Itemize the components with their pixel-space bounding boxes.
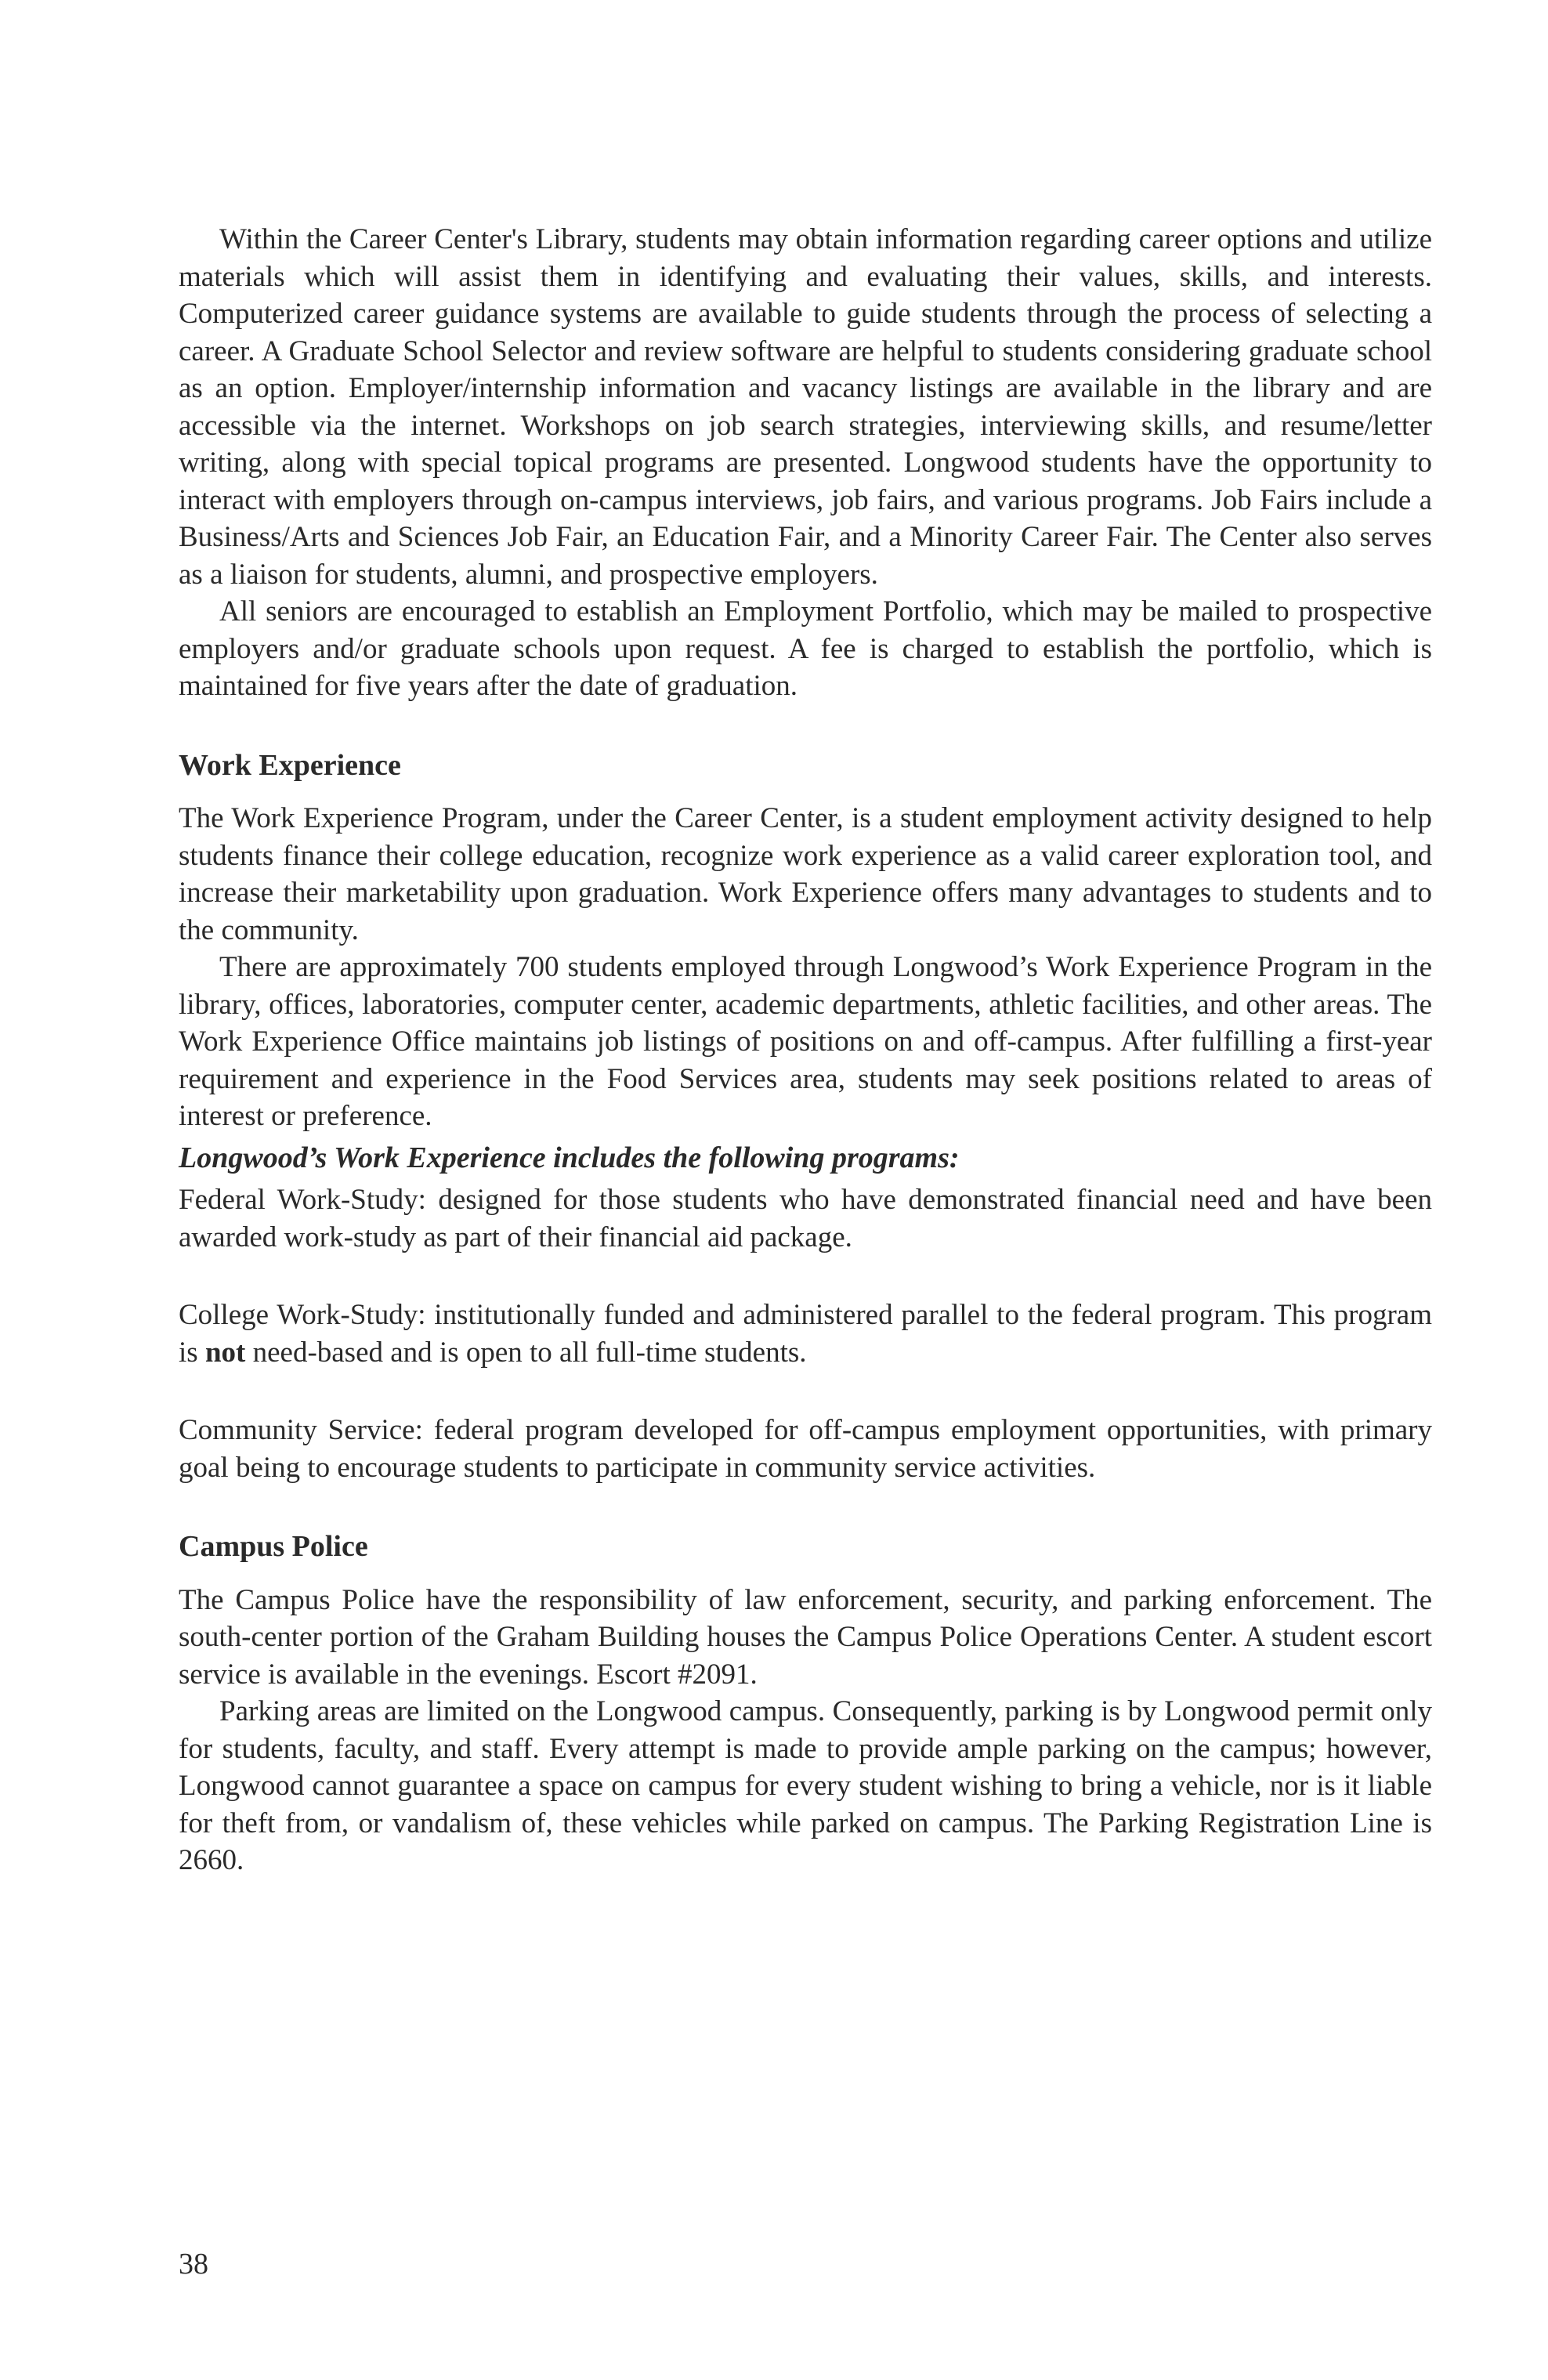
- work-experience-heading: Work Experience: [179, 748, 401, 782]
- program-community-service: [179, 1412, 1432, 1486]
- program-description: designed for those students who have demonstrated financial need and have been awarded work-study as part of their financial aid package.: [179, 1184, 1432, 1253]
- campus-police-paragraph-2: Parking areas are limited on the Longwood campus. Consequently, parking is by Longwood permit only for students, faculty, and staff. Every attempt is made to provide ample parking on the campus; however, Longwood cannot guarantee a space on campus for every student wishing to bring a vehicle, nor is it liable for theft from, or vandalism of, these vehicles while parked on campus. The Parking Registration Line is 2660.: [179, 1695, 1432, 1876]
- program-federal-work-study: [179, 1181, 1432, 1256]
- work-experience-paragraph-1: The Work Experience Program, under the Career Center, is a student employment activity designed to help students finance their college education, recognize work experience as a valid career exploration tool, and increase their marketability upon graduation. Work Experience offers many advantages to students and to the community.: [179, 802, 1432, 946]
- career-center-paragraph-1: Within the Career Center's Library, students may obtain information regarding career options and utilize materials which will assist them in identifying and evaluating their values, skills, and interests. Computerized career guidance systems are available to guide students through the process of selecting a career. A Graduate School Selector and review software are helpful to students considering graduate school as an option. Employer/internship information and vacancy listings are available in the library and are accessible via the internet. Workshops on job search strategies, interviewing skills, and resume/letter writing, along with special topical programs are presented. Longwood students have the opportunity to interact with employers through on-campus interviews, job fairs, and various programs. Job Fairs include a Business/Arts and Sciences Job Fair, an Education Fair, and a Minority Career Fair. The Center also serves as a liaison for students, alumni, and prospective employers.: [179, 223, 1432, 591]
- work-experience-paragraph-2: There are approximately 700 students employed through Longwood’s Work Experience Program in the library, offices, laboratories, computer center, academic departments, athletic facilities, and other areas. The Work Experience Office maintains job listings of positions on and off-campus. After fulfilling a first-year requirement and experience in the Food Services area, students may seek positions related to areas of interest or preference.: [179, 951, 1432, 1132]
- campus-police-heading: Campus Police: [179, 1530, 368, 1563]
- program-description-end: need-based and is open to all full-time students.: [245, 1336, 807, 1369]
- program-college-work-study: [179, 1297, 1432, 1371]
- campus-police-paragraph-1: The Campus Police have the responsibility of law enforcement, security, and parking enforcement. The south-center portion of the Graham Building houses the Campus Police Operations Center. A student escort service is available in the evenings. Escort #2091.: [179, 1583, 1432, 1691]
- program-term: Federal Work-Study:: [179, 1184, 426, 1216]
- program-description: institutionally funded and administered parallel to the federal program. This program is: [179, 1299, 1433, 1369]
- program-term: Community Service:: [179, 1414, 423, 1446]
- program-term: College Work-Study:: [179, 1299, 426, 1331]
- document-page: [179, 221, 1432, 1879]
- page-number: 38: [179, 2248, 208, 2281]
- program-emphasis: not: [204, 1336, 246, 1369]
- program-description: federal program developed for off-campus employment opportunities, with primary goal being to encourage students to participate in community service activities.: [179, 1414, 1432, 1484]
- career-center-paragraph-2: All seniors are encouraged to establish an Employment Portfolio, which may be mailed to prospective employers and/or graduate schools upon request. A fee is charged to establish the portfolio, which is maintained for five years after the date of graduation.: [179, 595, 1432, 702]
- programs-subheading: Longwood’s Work Experience includes the following programs:: [179, 1141, 960, 1174]
